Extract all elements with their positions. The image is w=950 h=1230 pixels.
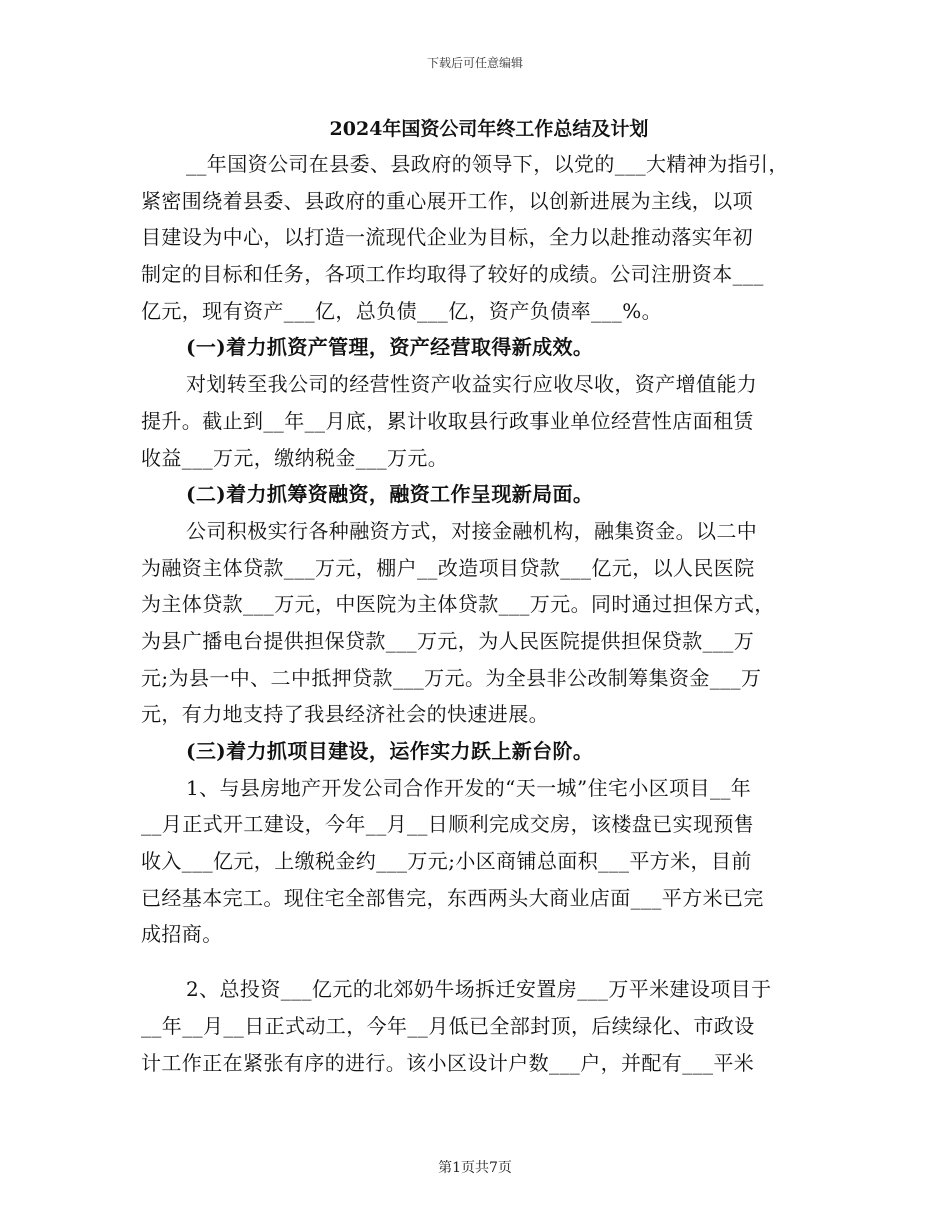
page-footer: 第1页共7页 (438, 1160, 512, 1176)
paragraph-line: 收益___万元，缴纳税金___万元。 (141, 445, 449, 470)
paragraph-line: 目建设为中心，以打造一流现代企业为目标，全力以赴推动落实年初 (141, 225, 753, 250)
paragraph-line: 1、与县房地产开发公司合作开发的“天一城”住宅小区项目__年 (186, 775, 752, 800)
paragraph-line: 对划转至我公司的经营性资产收益实行应收尽收，资产增值能力 (186, 372, 758, 397)
paragraph-line: 公司积极实行各种融资方式，对接金融机构，融集资金。以二中 (186, 518, 758, 543)
paragraph-line: __年国资公司在县委、县政府的领导下，以党的___大精神为指引， (186, 152, 789, 176)
document-body (141, 112, 821, 1081)
section-heading-2: (二)着力抓筹资融资，融资工作呈现新局面。 (186, 482, 594, 507)
paragraph-line: 为县广播电台提供担保贷款___万元，为人民医院提供担保贷款___万 (141, 628, 755, 653)
paragraph-line: 亿元，现有资产___亿，总负债___亿，资产负债率___%。 (141, 298, 663, 323)
paragraph-line: __年__月__日正式动工，今年__月低已全部封顶，后续绿化、市政设 (141, 1013, 755, 1038)
paragraph-line: 为主体贷款___万元，中医院为主体贷款___万元。同时通过担保方式， (141, 592, 775, 617)
paragraph-line: 2、总投资___亿元的北郊奶牛场拆迁安置房___万平米建设项目于 (186, 977, 772, 1002)
paragraph-line: __月正式开工建设，今年__月__日顺利完成交房，该楼盘已实现预售 (141, 812, 755, 837)
paragraph-gap (141, 953, 821, 971)
paragraph-line: 元;为县一中、二中抵押贷款___万元。为全县非公改制筹集资金___万 (141, 665, 762, 690)
paragraph-line: 成招商。 (141, 922, 223, 947)
paragraph-line: 为融资主体贷款___万元，棚户__改造项目贷款___亿元，以人民医院 (141, 555, 755, 580)
paragraph-line: 已经基本完工。现住宅全部售完，东西两头大商业店面___平方米已完 (141, 885, 764, 910)
section-heading-1: (一)着力抓资产管理，资产经营取得新成效。 (186, 335, 594, 360)
paragraph-line: 紧密围绕着县委、县政府的重心展开工作，以创新进展为主线，以项 (141, 188, 753, 213)
paragraph-line: 计工作正在紧张有序的进行。该小区设计户数___户，并配有___平米 (141, 1050, 755, 1075)
paragraph-line: 元，有力地支持了我县经济社会的快速进展。 (141, 702, 549, 727)
section-heading-3: (三)着力抓项目建设，运作实力跃上新台阶。 (186, 739, 594, 763)
paragraph-line: 提升。截止到__年__月底，累计收取县行政事业单位经营性店面租赁 (141, 408, 754, 433)
header-note: 下载后可任意编辑 (426, 56, 523, 70)
paragraph-line: 收入___亿元，上缴税金约___万元;小区商铺总面积___平方米，目前 (141, 849, 752, 874)
paragraph-line: 制定的目标和任务，各项工作均取得了较好的成绩。公司注册资本___ (141, 262, 764, 287)
document-title: 2024年国资公司年终工作总结及计划 (329, 118, 649, 140)
